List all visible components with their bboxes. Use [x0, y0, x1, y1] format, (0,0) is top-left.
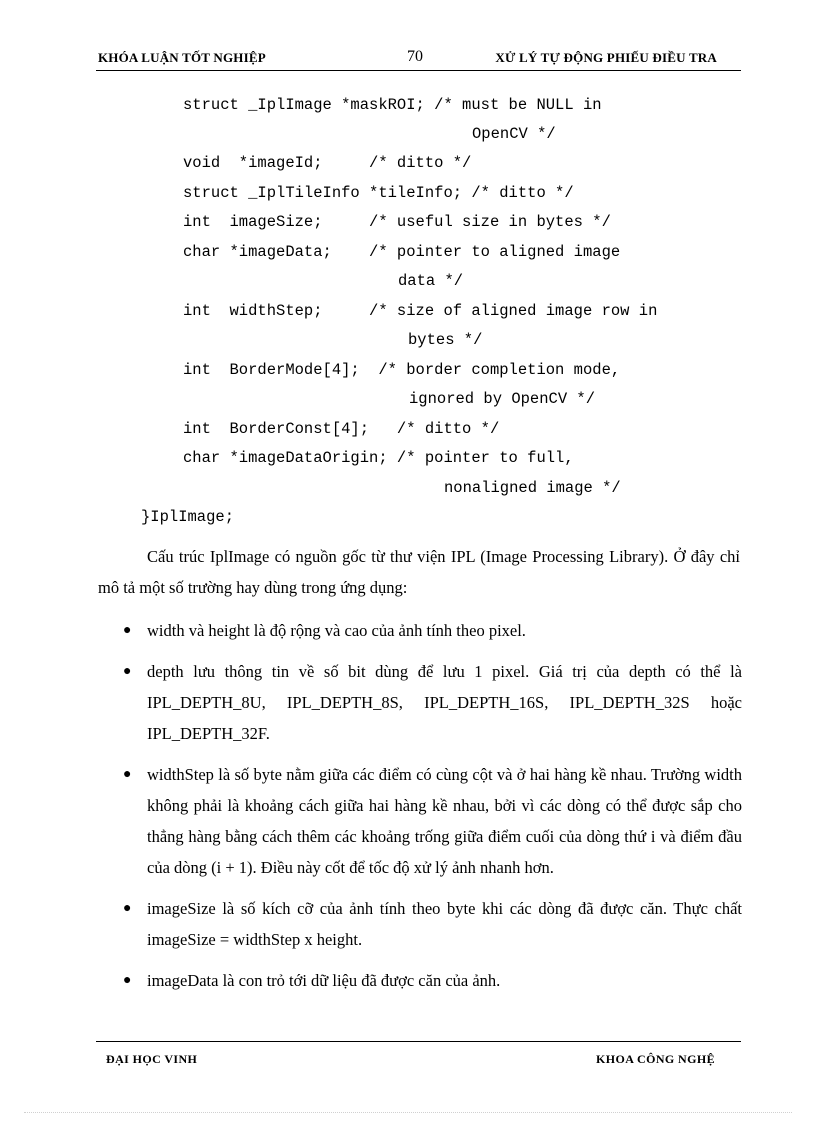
- bullet-icon: ●: [123, 901, 132, 916]
- code-line: int imageSize; /* useful size in bytes */: [183, 213, 611, 231]
- bullet-icon: ●: [123, 767, 132, 782]
- footer-faculty: KHOA CÔNG NGHỆ: [596, 1052, 715, 1066]
- code-line: }IplImage;: [141, 508, 235, 526]
- code-line: nonaligned image */: [444, 479, 621, 497]
- code-line: void *imageId; /* ditto */: [183, 154, 472, 172]
- footer-university: ĐẠI HỌC VINH: [106, 1052, 198, 1066]
- page-footer: [96, 1041, 741, 1072]
- code-line: bytes */: [408, 331, 483, 349]
- page-number: 70: [407, 48, 423, 65]
- code-line: int widthStep; /* size of aligned image row in: [183, 302, 658, 320]
- code-line: struct _IplTileInfo *tileInfo; /* ditto */: [183, 184, 574, 202]
- list-item: [120, 893, 742, 955]
- bullet-icon: ●: [123, 623, 132, 638]
- list-item-text: depth lưu thông tin về số bit dùng để lưu 1 pixel. Giá trị của depth có thể là IPL_DEPTH_8U, IPL_DEPTH_8S, IPL_DEPTH_16S, IPL_DEPTH_32S hoặc IPL_DEPTH_32F.: [147, 662, 742, 743]
- list-item: [120, 759, 742, 883]
- code-line: data */: [398, 272, 464, 290]
- bullet-icon: ●: [123, 664, 132, 679]
- list-item-text: width và height là độ rộng và cao của ảnh tính theo pixel.: [147, 621, 526, 640]
- header-thesis-title: KHÓA LUẬN TỐT NGHIỆP: [98, 50, 266, 65]
- code-line: int BorderConst[4]; /* ditto */: [183, 420, 500, 438]
- code-line: OpenCV */: [472, 125, 556, 143]
- page-header: [96, 48, 741, 71]
- bullet-icon: ●: [123, 973, 132, 988]
- list-item: [120, 656, 742, 749]
- intro-text: Cấu trúc IplImage có nguồn gốc từ thư viện IPL (Image Processing Library). Ở đây chỉ mô tả một số trường hay dùng trong ứng dụng:: [98, 547, 740, 597]
- code-line: struct _IplImage *maskROI; /* must be NULL in: [183, 96, 602, 114]
- page-bottom-divider: [24, 1112, 792, 1113]
- list-item: [120, 615, 742, 646]
- code-line: char *imageDataOrigin; /* pointer to full,: [183, 449, 574, 467]
- list-item-text: imageSize là số kích cỡ của ảnh tính theo byte khi các dòng đã được căn. Thực chất imageSize = widthStep x height.: [147, 899, 742, 949]
- code-line: int BorderMode[4]; /* border completion mode,: [183, 361, 621, 379]
- header-topic-title: XỬ LÝ TỰ ĐỘNG PHIẾU ĐIỀU TRA: [495, 50, 717, 65]
- list-item-text: imageData là con trỏ tới dữ liệu đã được căn của ảnh.: [147, 971, 501, 990]
- list-item-text: widthStep là số byte nằm giữa các điểm có cùng cột và ở hai hàng kề nhau. Trường width không phải là khoảng cách giữa hai hàng kề nhau, bởi vì các dòng có thể được sắp cho thẳng hàng bằng cách thêm các khoảng trống giữa điểm cuối của dòng thứ i và điểm đầu của dòng (i + 1). Điều này cốt để tốc độ xử lý ảnh nhanh hơn.: [147, 765, 742, 877]
- intro-paragraph: [98, 541, 740, 603]
- field-description-list: [120, 615, 742, 1006]
- code-line: ignored by OpenCV */: [409, 390, 596, 408]
- code-line: char *imageData; /* pointer to aligned image: [183, 243, 621, 261]
- list-item: [120, 965, 742, 996]
